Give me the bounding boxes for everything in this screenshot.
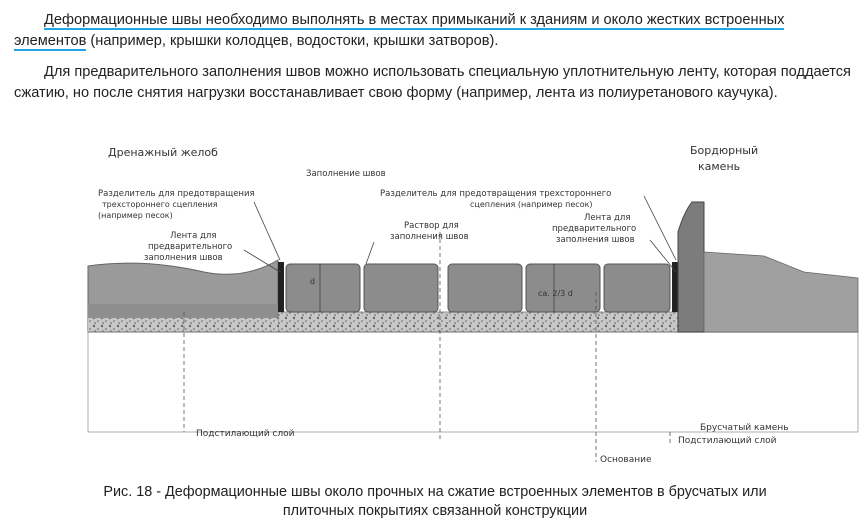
label-curb-2: камень xyxy=(698,160,741,173)
paragraph1-rest: (например, крышки колодцев, водостоки, крышки затворов). xyxy=(86,33,499,49)
paragraph-sealing-tape: Для предварительного заполнения швов можно использовать специальную уплотнительную ленту, которая поддается сжатию, но после снятия нагрузки восстанавливает свою форму (например, лента из полиуретанового каучука). xyxy=(14,64,851,101)
joint-tape-right xyxy=(672,262,678,312)
label-tape-right-1: Лента для xyxy=(584,213,631,223)
label-tape-left-3: заполнения швов xyxy=(144,253,223,263)
figure-expansion-joint-diagram xyxy=(84,132,864,472)
label-sep-left-2: трехстороннего сцепления xyxy=(102,200,218,209)
label-base: Основание xyxy=(600,455,652,465)
label-mortar-2: заполнения швов xyxy=(390,232,469,242)
label-paver: Брусчатый камень xyxy=(700,423,789,433)
label-drain: Дренажный желоб xyxy=(108,146,218,159)
label-depth: ca. 2/3 d xyxy=(538,289,573,298)
label-bedding-left: Подстилающий слой xyxy=(196,429,295,439)
gravel-bedding-layer xyxy=(278,312,678,332)
figure-caption xyxy=(40,483,830,521)
right-ground xyxy=(704,252,858,332)
paragraph-expansion-joints xyxy=(14,10,859,52)
label-d: d xyxy=(310,277,316,286)
caption-line-1: Рис. 18 - Деформационные швы около прочных на сжатие встроенных элементов в брусчатых или xyxy=(103,484,767,500)
label-tape-right-3: заполнения швов xyxy=(556,235,635,245)
curb-stone xyxy=(678,202,704,332)
label-tape-right-2: предварительного xyxy=(552,224,637,234)
label-sep-left-3: (например песок) xyxy=(98,211,173,220)
caption-line-2: плиточных покрытиях связанной конструкции xyxy=(282,503,588,519)
label-bedding-right: Подстилающий слой xyxy=(678,436,777,446)
label-joint-fill: Заполнение швов xyxy=(306,169,386,179)
label-sep-right-2: сцепления (например песок) xyxy=(470,200,593,209)
label-sep-right-1: Разделитель для предотвращения трехстороннего xyxy=(380,189,612,199)
paver-stones xyxy=(286,264,670,312)
label-tape-left-1: Лента для xyxy=(170,231,217,241)
label-sep-left-1: Разделитель для предотвращения xyxy=(98,189,255,199)
gravel-strip-left xyxy=(88,318,278,332)
base-layer xyxy=(88,332,858,432)
highlighted-text: Деформационные швы необходимо выполнять в местах примыканий к зданиям и около жестких встроенных элементов xyxy=(14,12,785,49)
joint-tape-left xyxy=(278,262,284,312)
label-curb-1: Бордюрный xyxy=(690,144,759,157)
label-mortar-1: Раствор для xyxy=(404,221,459,231)
label-tape-left-2: предварительного xyxy=(148,242,233,252)
